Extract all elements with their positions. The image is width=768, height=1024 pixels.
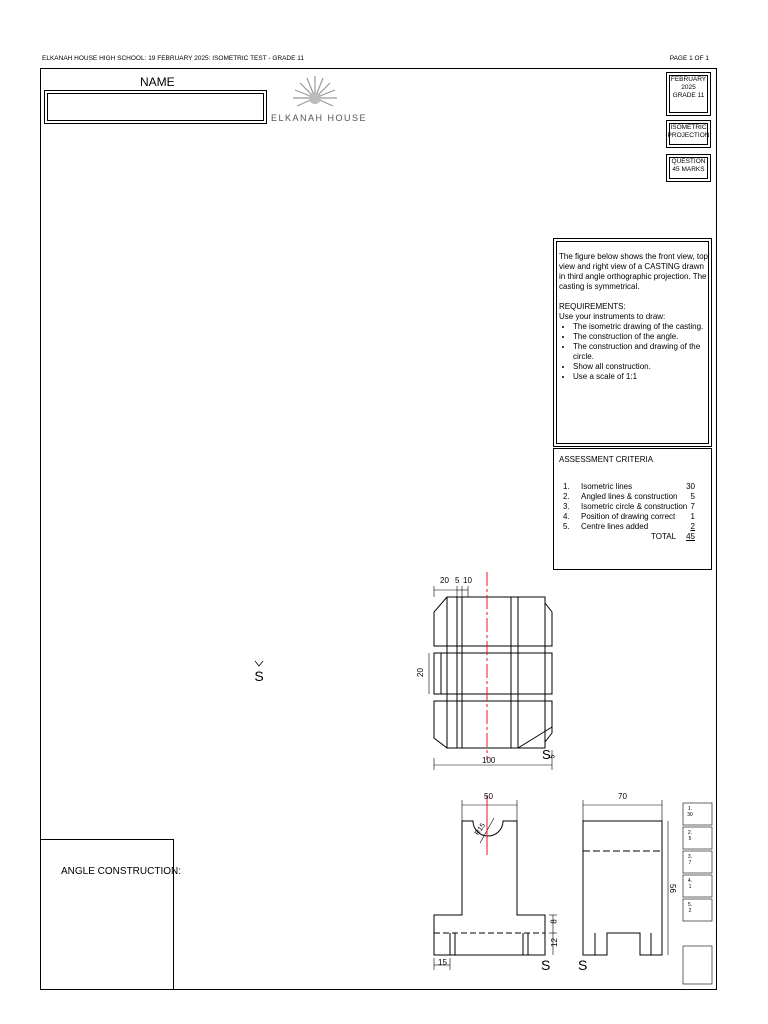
mark-num: 1. [687,806,693,812]
dim-r15: R15 [473,822,487,837]
list-item: • The construction of the angle. [573,332,709,342]
mark-3 [685,854,695,866]
row-marks: 1 [690,512,695,521]
row-text: Isometric lines [581,482,633,491]
mark-val: 30 [687,812,693,818]
dim-5: 5 [455,576,460,585]
right-view-marker: S [578,957,588,973]
mark-num: 3. [687,854,693,860]
mark-2 [685,830,695,842]
header-title: ELKANAH HOUSE HIGH SCHOOL: 19 FEBRUARY 2025: ISOMETRIC TEST - GRADE 11 [42,55,305,62]
marks-line: 45 MARKS [672,166,705,173]
row-text: Position of drawing correct [581,512,676,521]
row-marks: 7 [690,502,695,511]
front-view-marker: S [541,957,551,973]
total-mark-box[interactable] [683,946,712,984]
dim-8: 8 [549,919,559,924]
row-text: Angled lines & construction [581,492,678,501]
row-marks: 5 [690,492,695,501]
row-marks: 30 [686,482,695,491]
dimension-lines [429,586,668,970]
logo-text: ELKANAH HOUSE [271,113,368,123]
mark-num: 5. [687,902,693,908]
date-line: FEBRUARY [670,76,707,83]
mark-val: 7 [688,860,692,866]
mark-val: 5 [688,836,692,842]
row-text: Centre lines added [581,522,649,531]
page-number: PAGE 1 OF 1 [669,55,709,62]
row-marks: 2 [690,522,695,531]
top-view-lower-block [434,701,552,748]
mark-val: 1 [688,884,692,890]
mark-5 [685,902,695,914]
top-view [434,597,552,748]
question-line: QUESTION [671,158,706,165]
marker-label: S [254,668,264,684]
dim-20: 20 [440,576,449,585]
row-number: 4. [563,512,570,521]
requirements-use: Use your instruments to draw: [559,312,666,321]
dim-15: 15 [438,958,447,967]
dim-56: 56 [667,884,677,893]
topic-line: ISOMETRIC [670,124,707,131]
mark-num: 2. [687,830,693,836]
topic-line-2: PROJECTION [667,132,710,139]
mark-1 [685,806,695,818]
top-view-upper-block [434,597,552,646]
requirements-title: REQUIREMENTS: [559,302,626,311]
angle-line [518,727,552,748]
mark-val: 2 [688,908,692,914]
front-view [434,821,545,955]
dim-20-vertical: 20 [415,668,425,677]
list-item: • Use a scale of 1:1 [573,372,709,382]
dim-100: 100 [482,756,496,765]
list-item: • Show all construction. [573,362,709,372]
dim-70: 70 [618,792,627,801]
instructions-intro: The figure below shows the front view, top view and right view of a CASTING drawn in third angle orthographic projection. The casting is symmetrical. [559,252,708,291]
dim-12: 12 [549,938,559,947]
year-line: 2025 [681,84,696,91]
list-item: • The isometric drawing of the casting. [573,322,709,332]
row-number: 2. [563,492,570,501]
angle-construction-label: ANGLE CONSTRUCTION: [61,866,182,877]
row-number: 1. [563,482,570,491]
mark-num: 4. [687,878,693,884]
total-label: TOTAL [651,532,677,541]
dim-5-small: 5 [549,754,557,759]
top-view-marker: S [542,747,551,762]
right-view [583,821,662,955]
dim-50: 50 [484,792,493,801]
top-view-middle-block [434,653,552,694]
total-value: 45 [686,532,695,541]
row-number: 3. [563,502,570,511]
list-item: • The construction and drawing of the circle. [573,342,709,362]
row-text: Isometric circle & construction [581,502,688,511]
grade-line: GRADE 11 [672,92,705,99]
assessment-title: ASSESSMENT CRITERIA [559,455,654,464]
mark-4 [685,878,695,890]
dim-10: 10 [463,576,472,585]
name-label: NAME [140,75,175,89]
row-number: 5. [563,522,570,531]
